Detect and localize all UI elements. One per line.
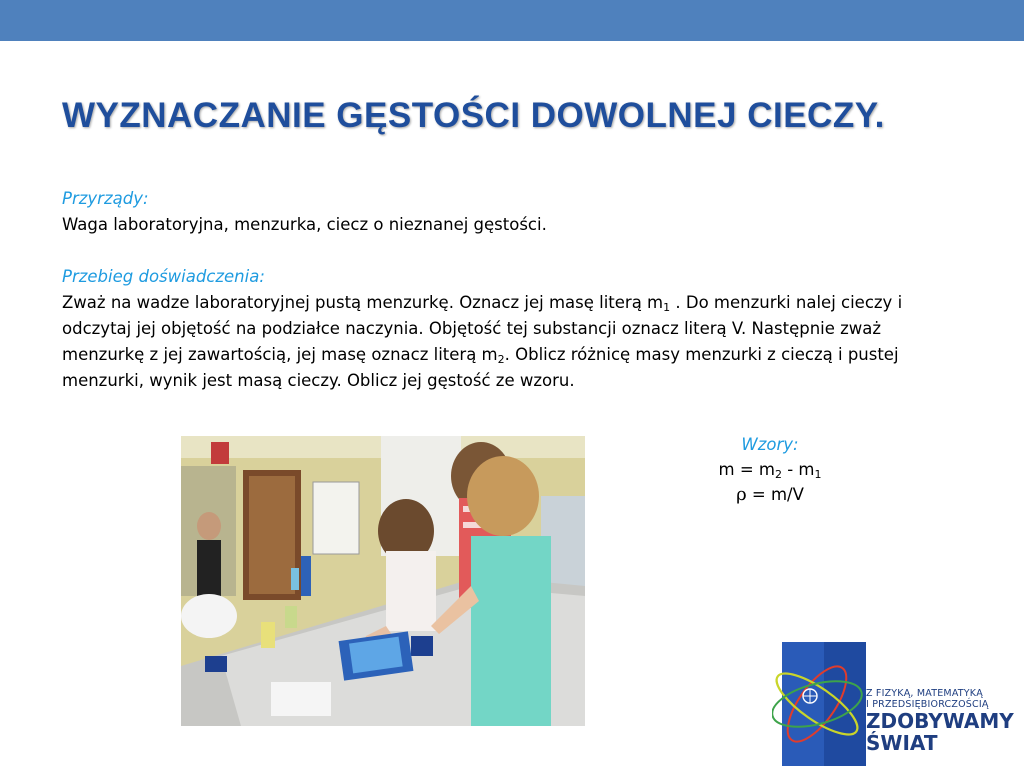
procedure-heading: Przebieg doświadczenia: <box>62 267 265 286</box>
formula-mass-lhs: m = m <box>718 460 775 479</box>
formula-mass-sub-1: 1 <box>814 468 822 481</box>
equipment-heading: Przyrządy: <box>62 189 149 208</box>
logo-line-1: Z FIZYKĄ, MATEMATYKĄ <box>866 688 983 699</box>
paragraph-gap <box>62 238 942 264</box>
formulas-panel <box>680 432 860 507</box>
slide-title: WYZNACZANIE GĘSTOŚCI DOWOLNEJ CIECZY. <box>62 96 885 135</box>
formula-mass-sub-2: 2 <box>774 468 782 481</box>
equipment-text: Waga laboratoryjna, menzurka, ciecz o nieznanej gęstości. <box>62 215 547 234</box>
subscript-m2: 2 <box>497 353 505 366</box>
classroom-photo <box>181 436 585 726</box>
formula-mass-mid: - m <box>781 460 815 479</box>
top-bar <box>0 0 1024 41</box>
logo-line-2: I PRZEDSIĘBIORCZOŚCIĄ <box>866 699 989 710</box>
formulas-heading: Wzory: <box>741 435 799 454</box>
procedure-part-1: Zważ na wadze laboratoryjnej pustą menzurkę. Oznacz jej masę literą m <box>62 293 664 312</box>
classroom-photo-illustration <box>181 436 585 726</box>
procedure-text <box>62 290 942 394</box>
logo-text <box>866 688 1014 754</box>
formula-density-rest: = m/V <box>746 485 804 504</box>
formula-density <box>680 482 860 507</box>
logo-line-3: ZDOBYWAMY <box>866 709 1014 733</box>
slide-body <box>62 186 942 394</box>
procedure-part-3: . Oblicz różnicę masy menzurki z cieczą i pustej menzurki, wynik jest masą cieczy. Oblicz jej gęstość ze wzoru. <box>62 345 899 390</box>
formula-mass <box>680 457 860 482</box>
logo-line-4: ŚWIAT <box>866 731 938 755</box>
rho-symbol: ρ <box>736 484 747 505</box>
procedure-part-2: . Do menzurki nalej cieczy i odczytaj jej objętość na podziałce naczynia. Objętość tej substancji oznacz literą V. Następnie zważ menzurkę z jej zawartością, jej masę oznacz literą m <box>62 293 903 364</box>
subscript-m1: 1 <box>663 301 671 314</box>
